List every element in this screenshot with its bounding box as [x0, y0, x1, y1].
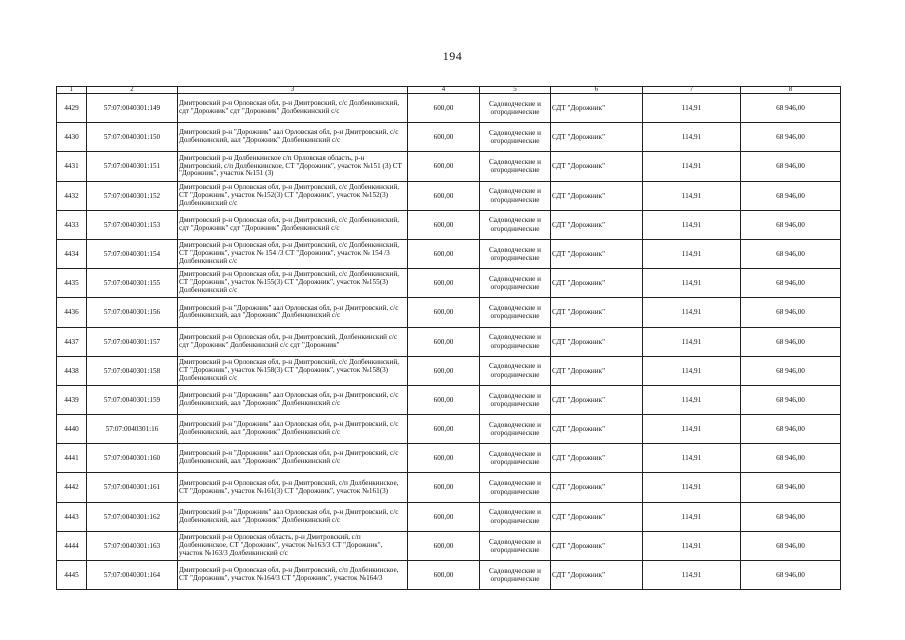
- page-number: 194: [442, 49, 463, 63]
- total-value-cell: 68 946,00: [741, 327, 841, 356]
- row-number-cell: 4444: [57, 531, 87, 560]
- total-value-cell: 68 946,00: [741, 269, 841, 298]
- table-row: [57, 210, 841, 239]
- cadastral-value-cell: 114,91: [643, 123, 741, 152]
- land-use-cell: Садоводческие и огороднические: [480, 502, 551, 531]
- land-use-cell: Садоводческие и огороднические: [480, 152, 551, 181]
- total-value-cell: 68 946,00: [741, 385, 841, 414]
- area-cell: 600,00: [408, 415, 480, 444]
- cadastral-number-cell: 57:07:0040301:151: [87, 152, 178, 181]
- total-value-cell: 68 946,00: [741, 123, 841, 152]
- table-row: [57, 502, 841, 531]
- address-cell: Дмитровский р-н Орловская обл, р-н Дмитровский, с/с Долбенкинский, СТ "Дорожник", участок № 154 /3 СТ "Дорожник", участок № 154 /3 Долбенкинский с/с: [178, 239, 408, 268]
- area-cell: 600,00: [408, 385, 480, 414]
- row-number-cell: 4439: [57, 385, 87, 414]
- organization-cell: СДТ "Дорожник": [551, 181, 643, 210]
- column-number: 2: [87, 87, 178, 94]
- area-cell: 600,00: [408, 473, 480, 502]
- row-number-cell: 4433: [57, 210, 87, 239]
- cadastral-number-cell: 57:07:0040301:149: [87, 94, 178, 123]
- address-cell: Дмитровский р-н Орловская обл, р-н Дмитровский, с/п Долбенкинское, СТ "Дорожник", участок №164/3 СТ "Дорожник", участок №164/3: [178, 561, 408, 590]
- address-cell: Дмитровский р-н "Дорожник" аал Орловская обл, р-н Дмитровский, с/с Долбенкинский, аал "Дорожник" Долбенкинский с/с: [178, 444, 408, 473]
- total-value-cell: 68 946,00: [741, 94, 841, 123]
- table-row: [57, 561, 841, 590]
- table-row: [57, 298, 841, 327]
- area-cell: 600,00: [408, 531, 480, 560]
- row-number-cell: 4441: [57, 444, 87, 473]
- area-cell: 600,00: [408, 298, 480, 327]
- address-cell: Дмитровский р-н "Дорожник" аал Орловская обл, р-н Дмитровский, с/с Долбенкинский, аал "Дорожник" Долбенкинский с/с: [178, 385, 408, 414]
- area-cell: 600,00: [408, 327, 480, 356]
- address-cell: Дмитровский р-н "Дорожник" аал Орловская обл, р-н Дмитровский, с/с Долбенкинский, аал "Дорожник" Долбенкинский с/с: [178, 502, 408, 531]
- cadastral-value-cell: 114,91: [643, 502, 741, 531]
- cadastral-number-cell: 57:07:0040301:161: [87, 473, 178, 502]
- column-number: 5: [480, 87, 551, 94]
- table-row: [57, 415, 841, 444]
- row-number-cell: 4431: [57, 152, 87, 181]
- address-cell: Дмитровский р-н Орловская обл, р-н Дмитровский, с/с Долбенкинский, СТ "Дорожник", участок №155(3) СТ "Дорожник", участок №155(3) Долбенкинский с/с: [178, 269, 408, 298]
- cadastral-number-cell: 57:07:0040301:155: [87, 269, 178, 298]
- cadastral-value-cell: 114,91: [643, 152, 741, 181]
- area-cell: 600,00: [408, 94, 480, 123]
- address-cell: Дмитровский р-н "Дорожник" аал Орловская обл, р-н Дмитровский, с/с Долбенкинский, аал "Дорожник" Долбенкинский с/с: [178, 123, 408, 152]
- area-cell: 600,00: [408, 123, 480, 152]
- row-number-cell: 4440: [57, 415, 87, 444]
- cadastral-value-cell: 114,91: [643, 327, 741, 356]
- address-cell: Дмитровский р-н Орловская область, р-н Дмитровский, с/п Долбенкинское, СТ "Дорожник", участок №163/3 СТ "Дорожник", участок №163/3 Долбенкинский с/с: [178, 531, 408, 560]
- cadastral-value-cell: 114,91: [643, 94, 741, 123]
- total-value-cell: 68 946,00: [741, 210, 841, 239]
- organization-cell: СДТ "Дорожник": [551, 502, 643, 531]
- table-row: [57, 473, 841, 502]
- organization-cell: СДТ "Дорожник": [551, 385, 643, 414]
- address-cell: Дмитровский р-н Орловская обл, р-н Дмитровский, Долбенкинский с/с сдт "Дорожник" Долбенкинский с/с сдт "Дорожник": [178, 327, 408, 356]
- land-use-cell: Садоводческие и огороднические: [480, 123, 551, 152]
- cadastral-number-cell: 57:07:0040301:150: [87, 123, 178, 152]
- organization-cell: СДТ "Дорожник": [551, 561, 643, 590]
- cadastral-value-cell: 114,91: [643, 181, 741, 210]
- address-cell: Дмитровский р-н Орловская обл, р-н Дмитровский, с/с Долбенкинский, сдт "Дорожник" сдт "Дорожник" Долбенкинский с/с: [178, 210, 408, 239]
- cadastral-value-cell: 114,91: [643, 356, 741, 385]
- table-body: [57, 94, 841, 590]
- cadastral-value-cell: 114,91: [643, 269, 741, 298]
- land-plots-table: [56, 86, 841, 590]
- cadastral-number-cell: 57:07:0040301:16: [87, 415, 178, 444]
- row-number-cell: 4436: [57, 298, 87, 327]
- column-number: 1: [57, 87, 87, 94]
- cadastral-number-cell: 57:07:0040301:154: [87, 239, 178, 268]
- row-number-cell: 4438: [57, 356, 87, 385]
- area-cell: 600,00: [408, 152, 480, 181]
- table-row: [57, 444, 841, 473]
- land-use-cell: Садоводческие и огороднические: [480, 561, 551, 590]
- row-number-cell: 4435: [57, 269, 87, 298]
- organization-cell: СДТ "Дорожник": [551, 473, 643, 502]
- total-value-cell: 68 946,00: [741, 239, 841, 268]
- area-cell: 600,00: [408, 269, 480, 298]
- organization-cell: СДТ "Дорожник": [551, 239, 643, 268]
- address-cell: Дмитровский р-н Орловская обл, р-н Дмитровский, с/с Долбенкинский, СТ "Дорожник", участок №158(3) СТ "Дорожник", участок №158(3) Долбенкинский с/с: [178, 356, 408, 385]
- cadastral-number-cell: 57:07:0040301:159: [87, 385, 178, 414]
- total-value-cell: 68 946,00: [741, 561, 841, 590]
- row-number-cell: 4432: [57, 181, 87, 210]
- organization-cell: СДТ "Дорожник": [551, 444, 643, 473]
- organization-cell: СДТ "Дорожник": [551, 356, 643, 385]
- column-number: 4: [408, 87, 480, 94]
- cadastral-value-cell: 114,91: [643, 561, 741, 590]
- total-value-cell: 68 946,00: [741, 415, 841, 444]
- cadastral-number-cell: 57:07:0040301:157: [87, 327, 178, 356]
- row-number-cell: 4430: [57, 123, 87, 152]
- total-value-cell: 68 946,00: [741, 298, 841, 327]
- organization-cell: СДТ "Дорожник": [551, 415, 643, 444]
- row-number-cell: 4434: [57, 239, 87, 268]
- cadastral-number-cell: 57:07:0040301:163: [87, 531, 178, 560]
- land-use-cell: Садоводческие и огороднические: [480, 94, 551, 123]
- address-cell: Дмитровский р-н Орловская обл, р-н Дмитровский, с/п Долбенкинское, СТ "Дорожник", участок №161(3) СТ "Дорожник", участок №161(3): [178, 473, 408, 502]
- row-number-cell: 4429: [57, 94, 87, 123]
- column-number: 3: [178, 87, 408, 94]
- table-row: [57, 385, 841, 414]
- total-value-cell: 68 946,00: [741, 502, 841, 531]
- organization-cell: СДТ "Дорожник": [551, 269, 643, 298]
- total-value-cell: 68 946,00: [741, 473, 841, 502]
- address-cell: Дмитровский р-н Долбенкинское с/п Орловская область, р-н Дмитровский, с/п Долбенкинское, СТ "Дорожник", участок №151 (3) СТ "Дорожник", участок №151 (3): [178, 152, 408, 181]
- cadastral-number-cell: 57:07:0040301:158: [87, 356, 178, 385]
- address-cell: Дмитровский р-н "Дорожник" аал Орловская обл, р-н Дмитровский, с/с Долбенкинский, аал "Дорожник" Долбенкинский с/с: [178, 298, 408, 327]
- row-number-cell: 4442: [57, 473, 87, 502]
- row-number-cell: 4443: [57, 502, 87, 531]
- land-use-cell: Садоводческие и огороднические: [480, 269, 551, 298]
- area-cell: 600,00: [408, 356, 480, 385]
- land-use-cell: Садоводческие и огороднические: [480, 531, 551, 560]
- area-cell: 600,00: [408, 502, 480, 531]
- column-number: 6: [551, 87, 643, 94]
- organization-cell: СДТ "Дорожник": [551, 94, 643, 123]
- land-use-cell: Садоводческие и огороднические: [480, 327, 551, 356]
- column-number: 7: [643, 87, 741, 94]
- table-row: [57, 181, 841, 210]
- land-use-cell: Садоводческие и огороднические: [480, 356, 551, 385]
- organization-cell: СДТ "Дорожник": [551, 210, 643, 239]
- table-row: [57, 94, 841, 123]
- row-number-cell: 4437: [57, 327, 87, 356]
- organization-cell: СДТ "Дорожник": [551, 327, 643, 356]
- cadastral-value-cell: 114,91: [643, 415, 741, 444]
- area-cell: 600,00: [408, 444, 480, 473]
- cadastral-value-cell: 114,91: [643, 298, 741, 327]
- address-cell: Дмитровский р-н "Дорожник" аал Орловская обл, р-н Дмитровский, с/с Долбенкинский, аал "Дорожник" Долбенкинский с/с: [178, 415, 408, 444]
- organization-cell: СДТ "Дорожник": [551, 298, 643, 327]
- organization-cell: СДТ "Дорожник": [551, 531, 643, 560]
- area-cell: 600,00: [408, 181, 480, 210]
- land-use-cell: Садоводческие и огороднические: [480, 239, 551, 268]
- total-value-cell: 68 946,00: [741, 531, 841, 560]
- land-use-cell: Садоводческие и огороднические: [480, 181, 551, 210]
- total-value-cell: 68 946,00: [741, 181, 841, 210]
- column-number-row: [57, 87, 841, 94]
- cadastral-value-cell: 114,91: [643, 531, 741, 560]
- cadastral-number-cell: 57:07:0040301:153: [87, 210, 178, 239]
- area-cell: 600,00: [408, 561, 480, 590]
- land-use-cell: Садоводческие и огороднические: [480, 210, 551, 239]
- land-use-cell: Садоводческие и огороднические: [480, 473, 551, 502]
- table-row: [57, 356, 841, 385]
- cadastral-value-cell: 114,91: [643, 444, 741, 473]
- total-value-cell: 68 946,00: [741, 444, 841, 473]
- cadastral-number-cell: 57:07:0040301:164: [87, 561, 178, 590]
- cadastral-value-cell: 114,91: [643, 385, 741, 414]
- cadastral-value-cell: 114,91: [643, 210, 741, 239]
- cadastral-number-cell: 57:07:0040301:152: [87, 181, 178, 210]
- table-row: [57, 152, 841, 181]
- area-cell: 600,00: [408, 239, 480, 268]
- row-number-cell: 4445: [57, 561, 87, 590]
- column-number: 8: [741, 87, 841, 94]
- address-cell: Дмитровский р-н Орловская обл, р-н Дмитровский, с/с Долбенкинский, сдт "Дорожник" сдт "Дорожник" Долбенкинский с/с: [178, 94, 408, 123]
- table-row: [57, 123, 841, 152]
- organization-cell: СДТ "Дорожник": [551, 123, 643, 152]
- cadastral-number-cell: 57:07:0040301:156: [87, 298, 178, 327]
- cadastral-value-cell: 114,91: [643, 473, 741, 502]
- land-use-cell: Садоводческие и огороднические: [480, 385, 551, 414]
- cadastral-number-cell: 57:07:0040301:160: [87, 444, 178, 473]
- cadastral-value-cell: 114,91: [643, 239, 741, 268]
- table-row: [57, 327, 841, 356]
- land-use-cell: Садоводческие и огороднические: [480, 444, 551, 473]
- address-cell: Дмитровский р-н Орловская обл, р-н Дмитровский, с/с Долбенкинский, СТ "Дорожник", участок №152(3) СТ "Дорожник", участок №152(3) Долбенкинский с/с: [178, 181, 408, 210]
- organization-cell: СДТ "Дорожник": [551, 152, 643, 181]
- cadastral-number-cell: 57:07:0040301:162: [87, 502, 178, 531]
- area-cell: 600,00: [408, 210, 480, 239]
- table-row: [57, 531, 841, 560]
- land-use-cell: Садоводческие и огороднические: [480, 415, 551, 444]
- table-row: [57, 269, 841, 298]
- table-row: [57, 239, 841, 268]
- total-value-cell: 68 946,00: [741, 356, 841, 385]
- land-use-cell: Садоводческие и огороднические: [480, 298, 551, 327]
- total-value-cell: 68 946,00: [741, 152, 841, 181]
